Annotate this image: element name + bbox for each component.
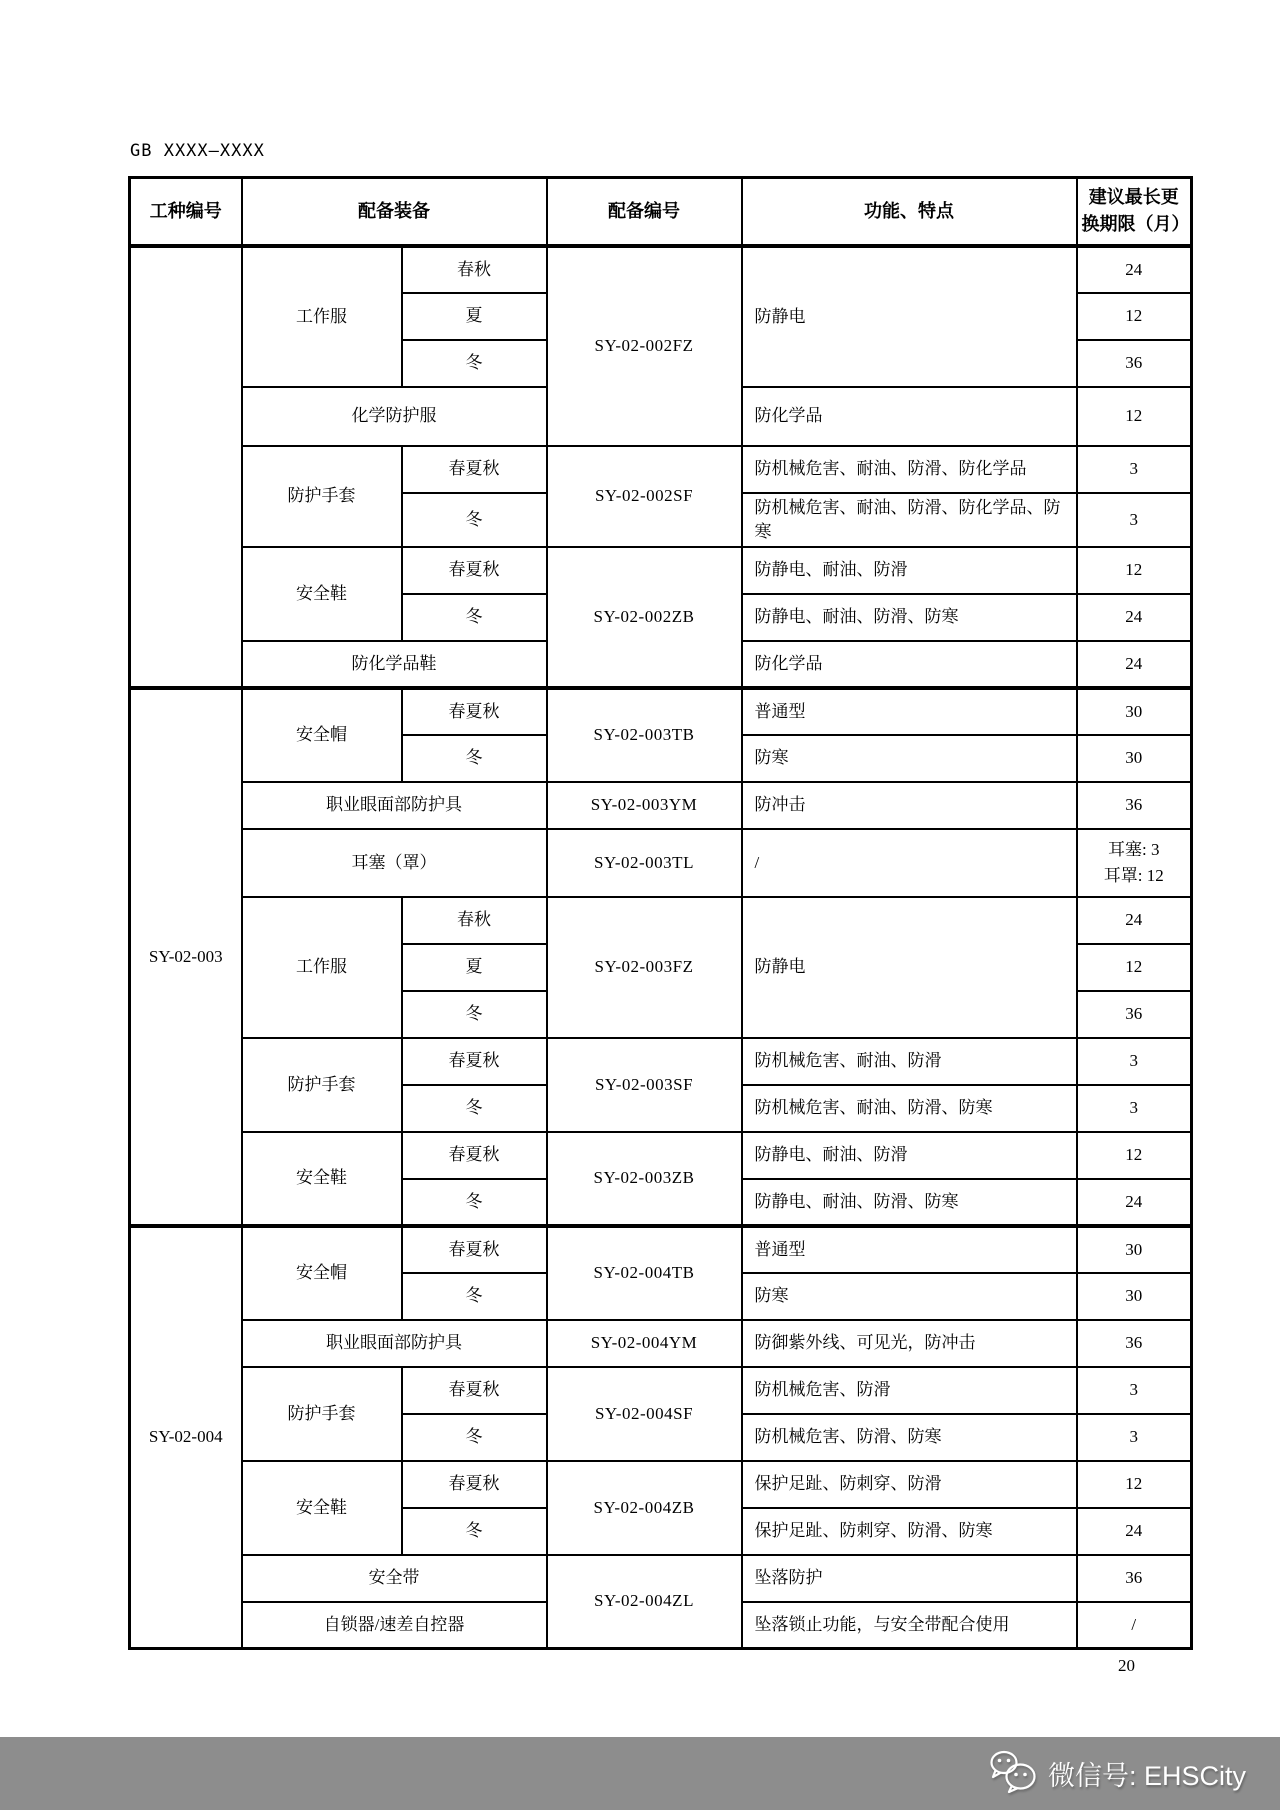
table-row	[130, 688, 1192, 735]
equipment-cell: 自锁器/速差自控器	[242, 1602, 547, 1649]
months-cell: 36	[1077, 782, 1192, 829]
months-cell: 12	[1077, 547, 1192, 594]
months-cell: 24	[1077, 594, 1192, 641]
equipment-cell: 职业眼面部防护具	[242, 782, 547, 829]
season-cell: 春夏秋	[402, 1038, 547, 1085]
equipment-cell: 安全鞋	[242, 1132, 402, 1226]
season-cell: 夏	[402, 293, 547, 340]
worktype-cell: SY-02-004	[130, 1226, 242, 1649]
function-cell: 防静电、耐油、防滑	[742, 1132, 1077, 1179]
months-cell: 24	[1077, 641, 1192, 688]
code-cell: SY-02-004YM	[547, 1320, 742, 1367]
function-cell: 防机械危害、防滑	[742, 1367, 1077, 1414]
footer-bar	[0, 1737, 1280, 1810]
worktype-cell: SY-02-003	[130, 688, 242, 1226]
table-row	[130, 1555, 1192, 1602]
ppe-allocation-table	[128, 176, 1193, 1650]
season-cell: 夏	[402, 944, 547, 991]
months-cell	[1077, 829, 1192, 897]
months-cell: 24	[1077, 246, 1192, 293]
function-cell: 防御紫外线、可见光，防冲击	[742, 1320, 1077, 1367]
season-cell: 冬	[402, 340, 547, 387]
function-cell: 保护足趾、防刺穿、防滑、防寒	[742, 1508, 1077, 1555]
code-cell: SY-02-004TB	[547, 1226, 742, 1320]
equipment-cell: 工作服	[242, 246, 402, 387]
table-row	[130, 897, 1192, 944]
months-cell: 30	[1077, 735, 1192, 782]
equipment-cell: 职业眼面部防护具	[242, 1320, 547, 1367]
function-cell: 防机械危害、耐油、防滑	[742, 1038, 1077, 1085]
function-cell: 保护足趾、防刺穿、防滑	[742, 1461, 1077, 1508]
months-cell: 12	[1077, 1461, 1192, 1508]
function-cell: /	[742, 829, 1077, 897]
code-cell: SY-02-002SF	[547, 446, 742, 547]
equipment-cell: 防护手套	[242, 446, 402, 547]
season-cell: 春夏秋	[402, 547, 547, 594]
function-cell: 防静电	[742, 897, 1077, 1038]
function-cell: 防机械危害、耐油、防滑、防化学品、防寒	[742, 493, 1077, 547]
code-cell: SY-02-003SF	[547, 1038, 742, 1132]
equipment-cell: 安全鞋	[242, 547, 402, 641]
months-cell: 3	[1077, 1038, 1192, 1085]
function-cell: 普通型	[742, 1226, 1077, 1273]
function-cell: 防化学品	[742, 387, 1077, 446]
equipment-cell: 安全帽	[242, 688, 402, 782]
season-cell: 春夏秋	[402, 1367, 547, 1414]
function-cell: 普通型	[742, 688, 1077, 735]
code-cell: SY-02-004ZL	[547, 1555, 742, 1649]
table-row	[130, 1226, 1192, 1273]
standard-number: GB XXXX—XXXX	[130, 141, 265, 161]
season-cell: 冬	[402, 493, 547, 547]
code-cell: SY-02-002FZ	[547, 246, 742, 446]
months-cell: 3	[1077, 446, 1192, 493]
season-cell: 冬	[402, 1508, 547, 1555]
wechat-account-label: 微信号: EHSCity	[1047, 1761, 1246, 1791]
months-line-earplug: 耳塞: 3	[1108, 839, 1160, 859]
table-row	[130, 1367, 1192, 1414]
months-cell: 36	[1077, 1555, 1192, 1602]
months-cell: /	[1077, 1602, 1192, 1649]
table-header-row	[130, 178, 1192, 246]
table-row	[130, 246, 1192, 293]
season-cell: 春秋	[402, 246, 547, 293]
season-cell: 冬	[402, 1273, 547, 1320]
months-cell: 3	[1077, 1414, 1192, 1461]
months-cell: 24	[1077, 1179, 1192, 1226]
equipment-cell: 工作服	[242, 897, 402, 1038]
function-cell: 坠落锁止功能，与安全带配合使用	[742, 1602, 1077, 1649]
months-cell: 36	[1077, 340, 1192, 387]
months-cell: 36	[1077, 991, 1192, 1038]
table-row	[130, 782, 1192, 829]
function-cell: 防静电	[742, 246, 1077, 387]
code-cell: SY-02-003YM	[547, 782, 742, 829]
header-code: 配备编号	[547, 178, 742, 246]
months-cell: 36	[1077, 1320, 1192, 1367]
season-cell: 冬	[402, 1414, 547, 1461]
table-row	[130, 446, 1192, 493]
code-cell: SY-02-002ZB	[547, 547, 742, 688]
table-row	[130, 1038, 1192, 1085]
function-cell: 防静电、耐油、防滑、防寒	[742, 1179, 1077, 1226]
months-cell: 30	[1077, 1273, 1192, 1320]
season-cell: 冬	[402, 1085, 547, 1132]
table-row	[130, 1320, 1192, 1367]
function-cell: 防化学品	[742, 641, 1077, 688]
header-function: 功能、特点	[742, 178, 1077, 246]
months-cell: 12	[1077, 944, 1192, 991]
season-cell: 春夏秋	[402, 1132, 547, 1179]
months-cell: 3	[1077, 1367, 1192, 1414]
season-cell: 春秋	[402, 897, 547, 944]
function-cell: 防冲击	[742, 782, 1077, 829]
code-cell: SY-02-004ZB	[547, 1461, 742, 1555]
season-cell: 春夏秋	[402, 1226, 547, 1273]
season-cell: 冬	[402, 594, 547, 641]
equipment-cell: 安全鞋	[242, 1461, 402, 1555]
function-cell: 防机械危害、防滑、防寒	[742, 1414, 1077, 1461]
months-cell: 12	[1077, 293, 1192, 340]
function-cell: 防寒	[742, 1273, 1077, 1320]
table-row	[130, 1132, 1192, 1179]
code-cell: SY-02-003FZ	[547, 897, 742, 1038]
function-cell: 防静电、耐油、防滑	[742, 547, 1077, 594]
equipment-cell: 安全帽	[242, 1226, 402, 1320]
function-cell: 防静电、耐油、防滑、防寒	[742, 594, 1077, 641]
wechat-icon	[988, 1749, 1038, 1798]
table-row	[130, 829, 1192, 897]
function-cell: 防寒	[742, 735, 1077, 782]
months-cell: 12	[1077, 387, 1192, 446]
code-cell: SY-02-003TL	[547, 829, 742, 897]
equipment-cell: 耳塞（罩）	[242, 829, 547, 897]
code-cell: SY-02-003TB	[547, 688, 742, 782]
months-cell: 3	[1077, 493, 1192, 547]
function-cell: 防机械危害、耐油、防滑、防寒	[742, 1085, 1077, 1132]
months-cell: 12	[1077, 1132, 1192, 1179]
code-cell: SY-02-003ZB	[547, 1132, 742, 1226]
page-number: 20	[1118, 1656, 1135, 1675]
months-cell: 24	[1077, 897, 1192, 944]
season-cell: 冬	[402, 991, 547, 1038]
function-cell: 坠落防护	[742, 1555, 1077, 1602]
header-equipment: 配备装备	[242, 178, 547, 246]
season-cell: 冬	[402, 1179, 547, 1226]
table-row	[130, 547, 1192, 594]
months-line-earmuff: 耳罩: 12	[1103, 865, 1164, 885]
equipment-cell: 防护手套	[242, 1038, 402, 1132]
equipment-cell: 防护手套	[242, 1367, 402, 1461]
function-cell: 防机械危害、耐油、防滑、防化学品	[742, 446, 1077, 493]
equipment-cell: 防化学品鞋	[242, 641, 547, 688]
season-cell: 冬	[402, 735, 547, 782]
months-cell: 3	[1077, 1085, 1192, 1132]
equipment-cell: 安全带	[242, 1555, 547, 1602]
code-cell: SY-02-004SF	[547, 1367, 742, 1461]
equipment-cell: 化学防护服	[242, 387, 547, 446]
season-cell: 春夏秋	[402, 446, 547, 493]
season-cell: 春夏秋	[402, 688, 547, 735]
worktype-cell	[130, 246, 242, 688]
season-cell: 春夏秋	[402, 1461, 547, 1508]
header-worktype: 工种编号	[130, 178, 242, 246]
months-cell: 24	[1077, 1508, 1192, 1555]
months-cell: 30	[1077, 688, 1192, 735]
table-row	[130, 1461, 1192, 1508]
months-cell: 30	[1077, 1226, 1192, 1273]
header-period: 建议最长更换期限（月）	[1077, 178, 1192, 246]
